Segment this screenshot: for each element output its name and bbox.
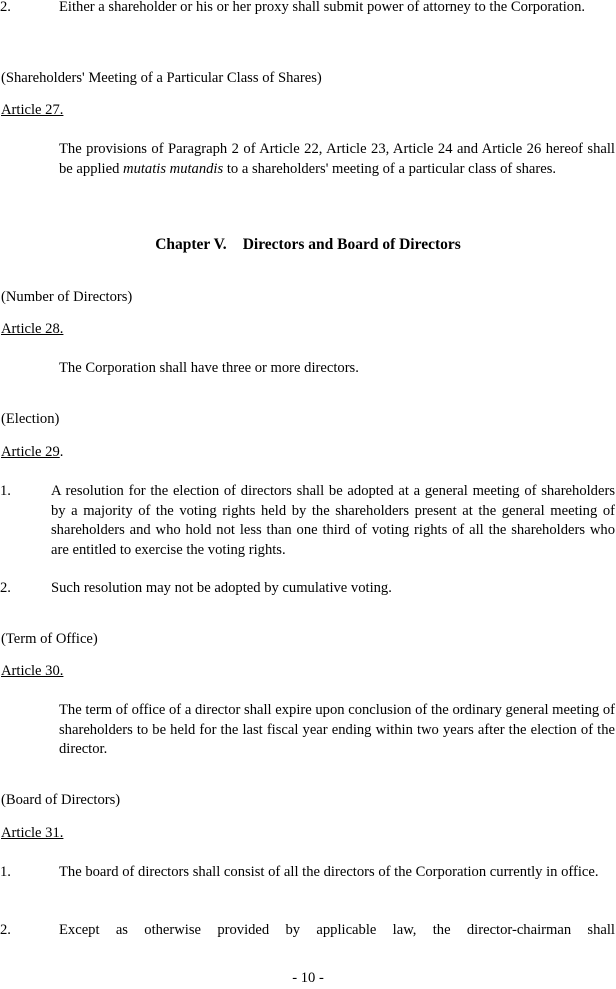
item-number: 1. bbox=[0, 864, 11, 880]
paragraph-text: A resolution for the election of directors shall be adopted at a general meeting of shareholders by a majority of the voting rights held by the shareholders present at the general meeting of shareholders and who hold not less than one third of voting rights of all the shareholders who are entitled to exercise the voting rights. bbox=[51, 483, 615, 558]
section-heading: (Shareholders' Meeting of a Particular Class of Shares) bbox=[1, 70, 322, 86]
paragraph-text: The provisions of Paragraph 2 of Article 22, Article 23, Article 24 and Article 26 hereof shall be applied mutatis mutandis to a shareholders' meeting of a particular class of shares. bbox=[59, 141, 615, 177]
section-heading: (Number of Directors) bbox=[1, 289, 133, 305]
item-number: 2. bbox=[0, 922, 11, 938]
paragraph-text: Except as otherwise provided by applicable law, the director-chairman shall bbox=[59, 922, 615, 938]
item-number: 1. bbox=[0, 483, 11, 499]
page-number: - 10 - bbox=[292, 970, 324, 986]
paragraph-text: Such resolution may not be adopted by cumulative voting. bbox=[51, 580, 392, 596]
chapter-title: Directors and Board of Directors bbox=[242, 236, 461, 253]
article-label: Article 29 bbox=[1, 444, 60, 460]
article-label-wrap: Article 29. bbox=[1, 444, 64, 460]
article-label: Article 30. bbox=[1, 663, 64, 679]
paragraph-text: The board of directors shall consist of all the directors of the Corporation currently in office. bbox=[59, 864, 599, 880]
article-label: Article 27. bbox=[1, 102, 64, 118]
italic-phrase: mutatis mutandis bbox=[123, 160, 224, 177]
chapter-number: Chapter V. bbox=[155, 236, 227, 253]
chapter-heading bbox=[0, 235, 616, 255]
section-heading: (Term of Office) bbox=[1, 631, 98, 647]
paragraph-text: The Corporation shall have three or more directors. bbox=[59, 360, 359, 376]
paragraph-text: Either a shareholder or his or her proxy shall submit power of attorney to the Corporation. bbox=[59, 0, 586, 15]
section-heading: (Election) bbox=[1, 411, 60, 427]
item-number: 2. bbox=[0, 0, 11, 15]
paragraph-text: The term of office of a director shall expire upon conclusion of the ordinary general meeting of shareholders to be held for the last fiscal year ending within two years after the election of the director. bbox=[59, 702, 615, 757]
section-heading: (Board of Directors) bbox=[1, 792, 121, 808]
article-label: Article 31. bbox=[1, 825, 64, 841]
item-number: 2. bbox=[0, 580, 11, 596]
article-label: Article 28. bbox=[1, 321, 64, 337]
